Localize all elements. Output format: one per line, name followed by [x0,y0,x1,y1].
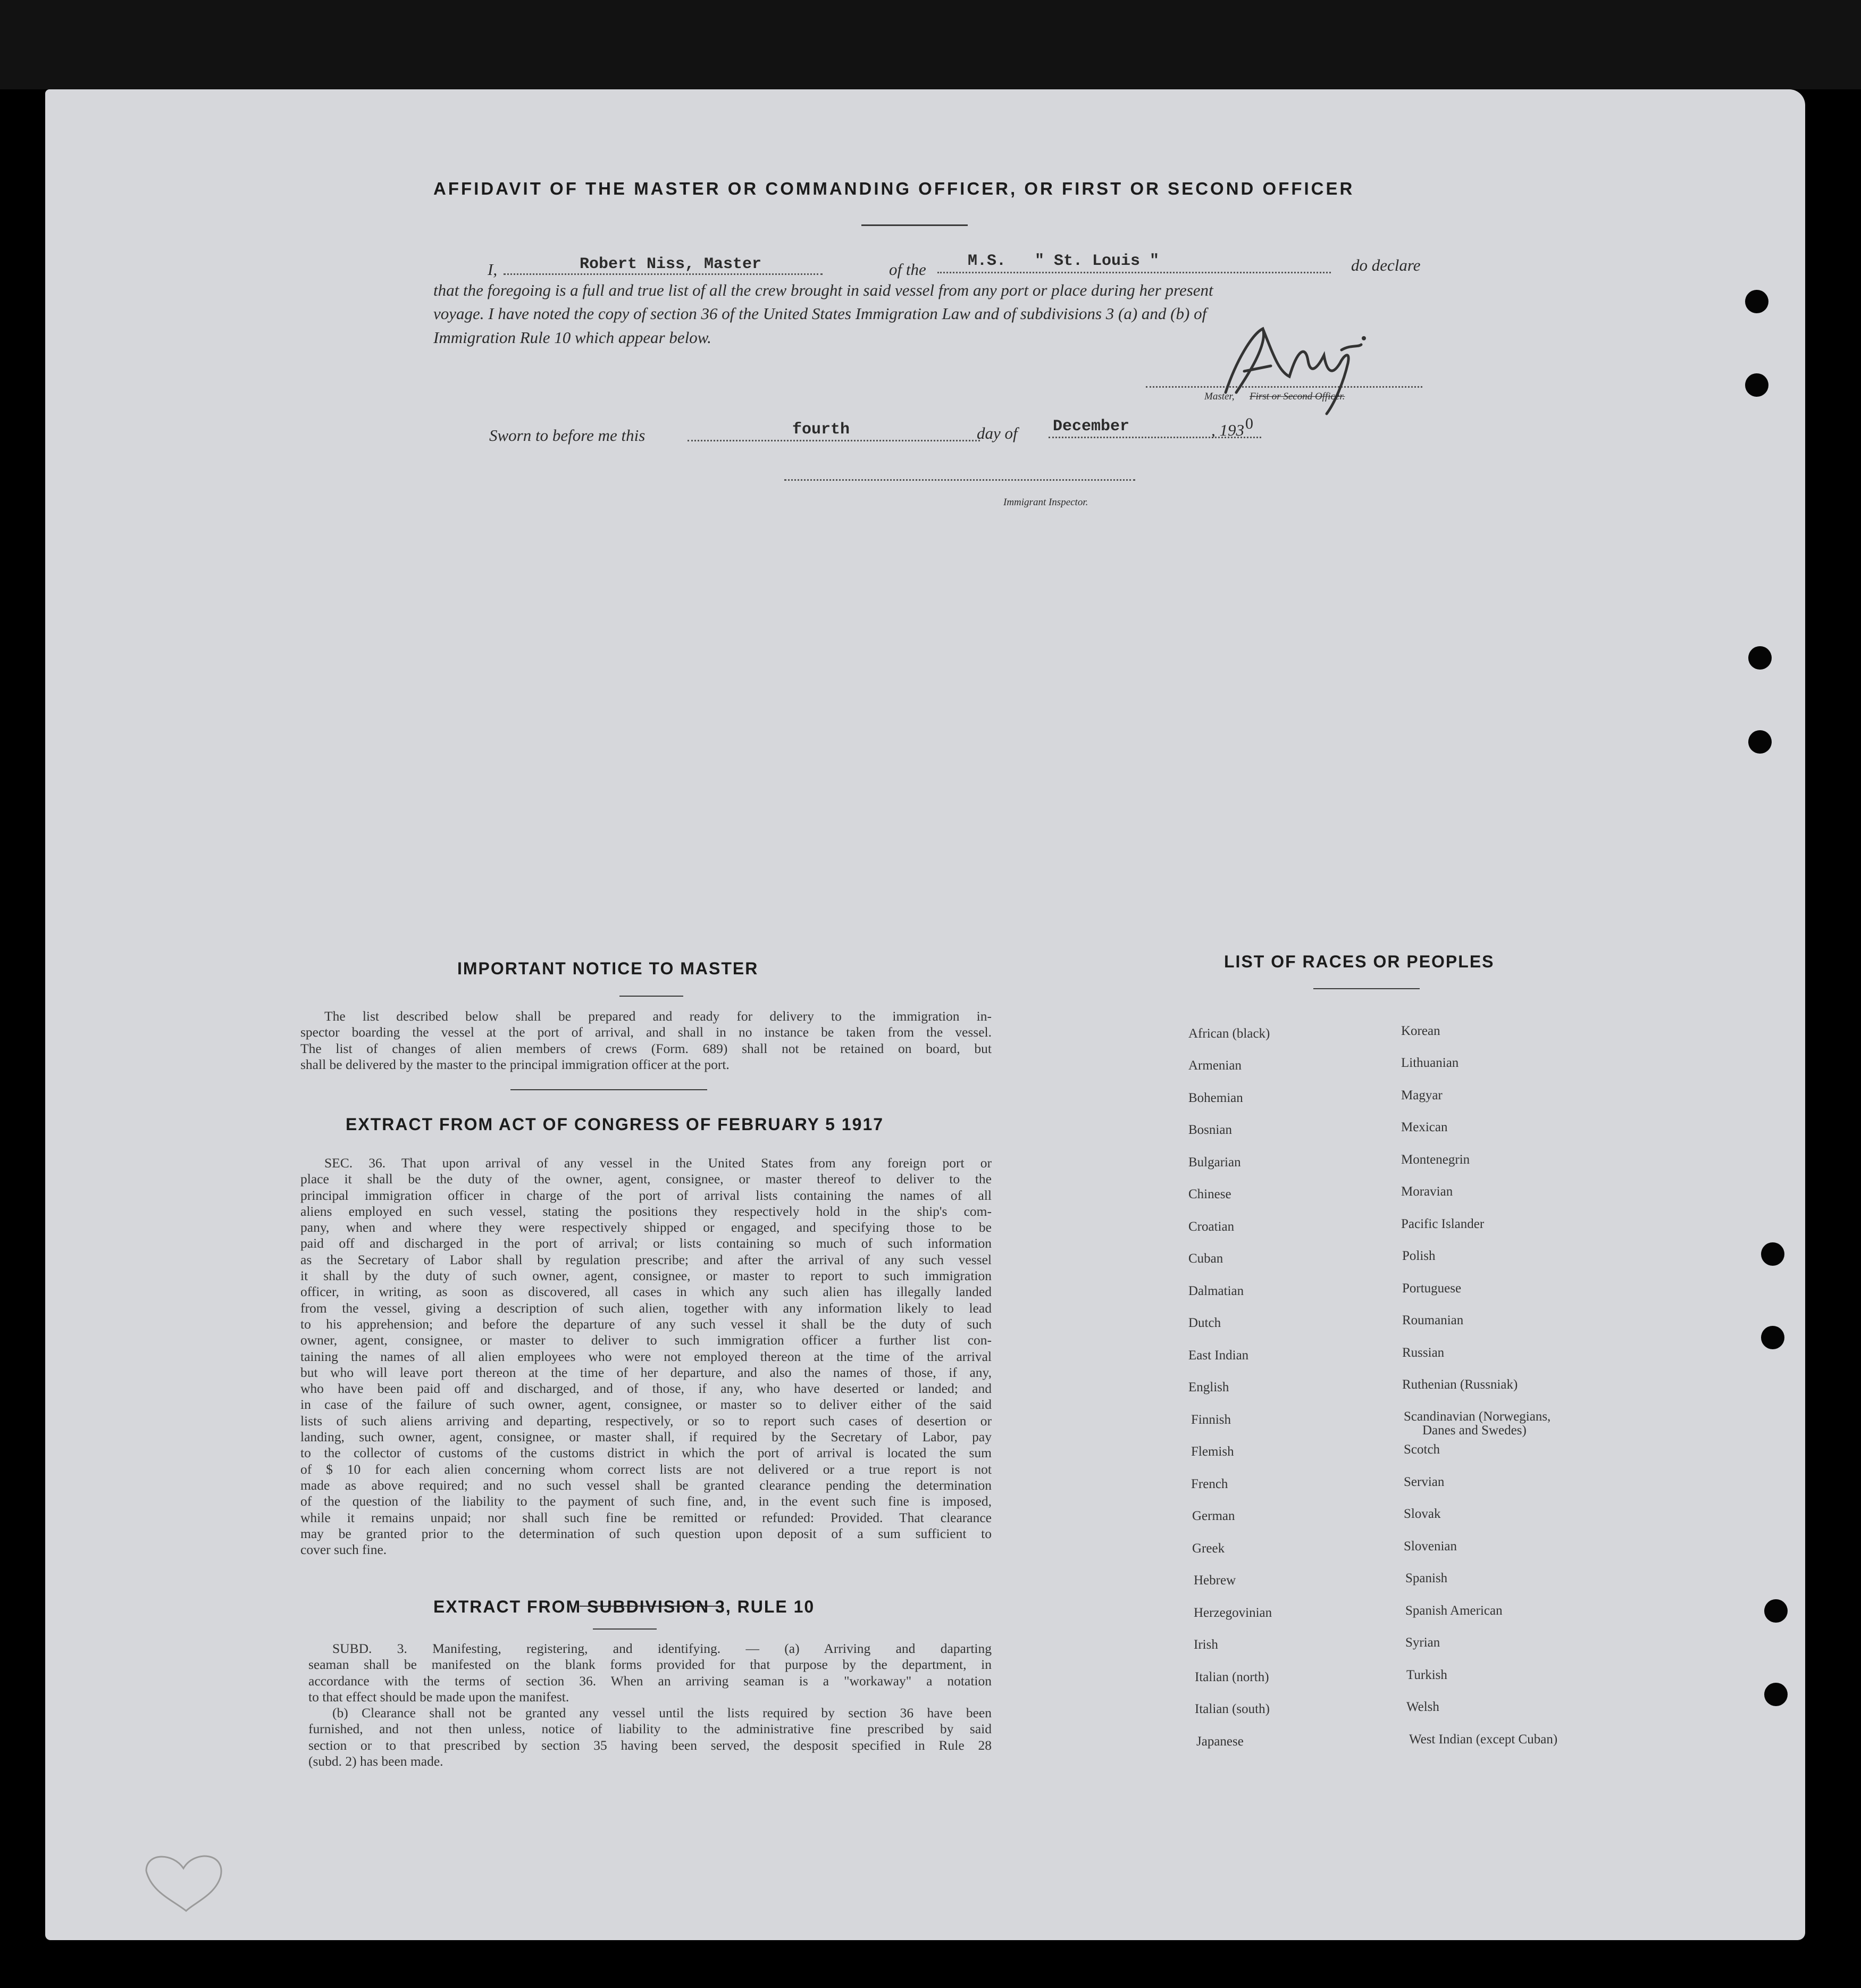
sworn-label: Sworn to before me this [489,426,646,445]
affidavit-text-line-4: Immigration Rule 10 which appear below. [433,328,711,347]
act-extract-text [300,1155,992,1558]
year-prefix: , 193 [1211,421,1244,439]
signer-struck-label: First or Second Officer. [1250,391,1345,402]
act-extract-title: EXTRACT FROM ACT OF CONGRESS OF FEBRUARY 5 1917 [346,1115,884,1134]
act-line: while it remains unpaid; nor shall such fine be remitted or refunded: Provided. That clearance [300,1509,992,1525]
race-item: Moravian [1401,1184,1453,1199]
race-item: Flemish [1191,1444,1234,1459]
act-line: cover such fine. [300,1542,387,1558]
race-item: Hebrew [1194,1573,1236,1588]
rule-line: section or to that prescribed by section 35 having been served, the desposit specified in Rule 28 [308,1737,992,1753]
act-line: in case of the failure of such owner, agent, consignee, or master so to deliver either of the said [300,1397,992,1413]
race-item: French [1191,1477,1228,1491]
act-line: landing, such owner, agent, consignee, or master shall, if required by the Secretary of Labor, pay [300,1429,992,1445]
rule-line: SUBD. 3. Manifesting, registering, and identifying. — (a) Arriving and daparting [332,1641,992,1656]
rule-line: (subd. 2) has been made. [308,1753,443,1769]
binder-hole [1764,1599,1788,1623]
act-line: as the Secretary of Labor shall by regulation prescribe; and after the arrival of any such vessel [300,1251,992,1267]
notice-underline [619,996,683,997]
race-item: Croatian [1188,1219,1235,1234]
race-item: Magyar [1401,1088,1443,1102]
vessel-name-value: M.S. " St. Louis " [968,252,1160,270]
affidavit-text-line-3: voyage. I have noted the copy of section 36 of the United States Immigration Law and of subdivisions 3 (a) and (b) of [433,304,1207,323]
signer-master-label: Master, [1204,391,1235,402]
race-item: Mexican [1401,1120,1448,1134]
race-item: Bohemian [1188,1091,1243,1105]
race-item: Slovak [1404,1507,1441,1521]
day-line [688,440,980,441]
act-line: it shall by the duty of such owner, agent, consignee, or master to report to such immigration [300,1268,992,1284]
sworn-day-value: fourth [792,421,850,439]
act-line: who have been paid off and discharged, and of those, if any, who have deserted or landed; and [300,1381,992,1397]
rule-extract-title: EXTRACT FROM SUBDIVISION 3, RULE 10 [433,1597,815,1616]
binder-hole [1761,1326,1784,1349]
race-item: Japanese [1196,1734,1244,1749]
document-sheet [45,89,1805,1940]
affidavit-title: AFFIDAVIT OF THE MASTER OR COMMANDING OFFICER, OR FIRST OR SECOND OFFICER [433,179,1355,198]
notice-line: The list of changes of alien members of crews (Form. 689) shall not be retained on board, but [300,1040,992,1056]
act-line: owner, agent, consignee, or master to deliver to such immigration officer a further list con- [300,1332,992,1348]
act-line: place it shall be the duty of the owner, agent, consignee, or master thereof to deliver to the [300,1171,992,1187]
inspector-line [784,479,1135,481]
do-declare-label: do declare [1351,256,1421,274]
act-line: may be granted prior to the determination of such question upon deposit of a sum sufficient to [300,1525,992,1541]
act-line: made as above required; and no such vessel shall be granted clearance pending the determination [300,1477,992,1493]
of-the-label: of the [889,260,926,279]
race-item: Montenegrin [1401,1152,1470,1167]
act-line: to the collector of customs of the customs district in which the port of arrival is located the sum [300,1445,992,1461]
rule-line: furnished, and not then unless, notice of liability to the administrative fine prescribed by said [308,1721,992,1737]
act-line: paid off and discharged in the port of arrival; or lists containing so much of such information [300,1235,992,1251]
race-item: West Indian (except Cuban) [1409,1732,1558,1747]
race-item: Lithuanian [1401,1056,1459,1070]
race-item: Spanish [1405,1571,1448,1585]
race-item: Cuban [1188,1251,1223,1266]
notice-line: shall be delivered by the master to the principal immigration officer at the port. [300,1056,730,1072]
sworn-month-value: December [1053,417,1130,436]
race-item: Italian (north) [1195,1670,1269,1684]
race-item: Polish [1402,1249,1436,1263]
race-item: Dutch [1188,1316,1221,1330]
notice-line: spector boarding the vessel at the port of arrival, and shall in no instance be taken from the vessel. [300,1024,992,1040]
rule-line: accordance with the terms of section 36. When an arriving seaman is a "workaway" a notation [308,1673,992,1689]
race-item: Pacific Islander [1401,1217,1485,1231]
act-line: pany, when and where they were respectively shipped or engaged, and specifying those to be [300,1219,992,1235]
rule-underline [593,1628,657,1630]
notice-bottom-rule [510,1089,707,1090]
day-of-label: day of [977,424,1018,442]
master-signature [1204,313,1406,419]
rule-line: seaman shall be manifested on the blank forms provided for that purpose by the department, in [308,1657,992,1673]
race-item: Chinese [1188,1187,1231,1201]
race-item: Italian (south) [1195,1702,1270,1716]
race-item: Greek [1192,1541,1225,1556]
race-item: Spanish American [1405,1603,1503,1618]
scan-background-top [0,0,1861,89]
race-item: Russian [1402,1346,1445,1360]
notice-line: The list described below shall be prepared and ready for delivery to the immigration in- [324,1008,992,1024]
act-line: SEC. 36. That upon arrival of any vessel in the United States from any foreign port or [324,1155,992,1171]
race-item: Turkish [1406,1668,1447,1682]
race-item: Dalmatian [1188,1284,1244,1298]
act-line: of $ 10 for each alien concerning whom correct lists are not delivered or a true report is not [300,1461,992,1477]
race-item: Irish [1194,1638,1218,1652]
race-item: Bosnian [1188,1123,1232,1137]
binder-hole [1764,1683,1788,1706]
rule-line: to that effect should be made upon the manifest. [308,1689,569,1705]
affidavit-text-line-2: that the foregoing is a full and true list of all the crew brought in said vessel from any port or place during her present [433,281,1213,299]
race-item: Armenian [1188,1058,1242,1073]
races-title: LIST OF RACES OR PEOPLES [1224,952,1495,971]
race-item: Portuguese [1402,1281,1462,1296]
vessel-line [937,272,1331,273]
pencil-doodle [136,1844,237,1914]
binder-hole [1745,290,1768,313]
race-item: Finnish [1191,1413,1231,1427]
race-item: German [1192,1509,1235,1523]
binder-hole [1748,730,1772,754]
rule-extract-text [308,1641,992,1769]
act-line: taining the names of all alien employees who were not employed thereon at the time of the arrival [300,1348,992,1364]
race-item: Roumanian [1402,1313,1464,1327]
race-item: English [1188,1380,1229,1394]
race-item: Servian [1404,1475,1445,1489]
race-item-continuation: Danes and Swedes) [1422,1423,1527,1438]
binder-hole [1748,646,1772,670]
act-line: from the vessel, giving a description of such alien, together with any information likely to lead [300,1300,992,1316]
affidavit-i-label: I, [488,260,498,279]
year-handwritten-digit: 0 [1245,415,1253,432]
race-item: East Indian [1188,1348,1249,1363]
race-item: Syrian [1405,1635,1440,1650]
act-line: officer, in writing, as soon as discovered, all cases in which any such alien has illegally landed [300,1284,992,1300]
name-line [504,273,823,275]
race-item: Herzegovinian [1194,1606,1272,1620]
master-name-value: Robert Niss, Master [580,255,762,273]
binder-hole [1761,1242,1784,1266]
race-item: Bulgarian [1188,1155,1241,1170]
races-underline [1313,988,1420,989]
act-line: of the question of the liability to the payment of such fine, and, in the event such fine is imposed, [300,1493,992,1509]
act-line: but who will leave port thereon at the time of her departure, and also the names of those, if any, [300,1364,992,1380]
act-line: lists of such aliens arriving and departing, respectively, or so to report such cases of desertion or [300,1413,992,1429]
act-line: to his apprehension; and before the departure of any such vessel it shall be the duty of such [300,1316,992,1332]
race-item: Scandinavian (Norwegians, [1404,1409,1551,1424]
race-item: African (black) [1188,1026,1270,1041]
binder-hole [1745,373,1768,397]
race-item: Scotch [1404,1442,1440,1457]
race-item: Ruthenian (Russniak) [1402,1377,1518,1392]
notice-text [300,1008,992,1073]
race-item: Slovenian [1404,1539,1457,1553]
act-line: principal immigration officer in charge of the port of arrival lists containing the names of all [300,1187,992,1203]
act-line: aliens employed en such vessel, stating the positions they respectively hold in the ship's com- [300,1203,992,1219]
rule-line: (b) Clearance shall not be granted any vessel until the lists required by section 36 have been [332,1705,992,1721]
title-underline [861,224,968,226]
race-item: Korean [1401,1024,1440,1038]
inspector-label: Immigrant Inspector. [1003,497,1088,508]
notice-title: IMPORTANT NOTICE TO MASTER [457,959,759,978]
race-item: Welsh [1406,1700,1439,1714]
